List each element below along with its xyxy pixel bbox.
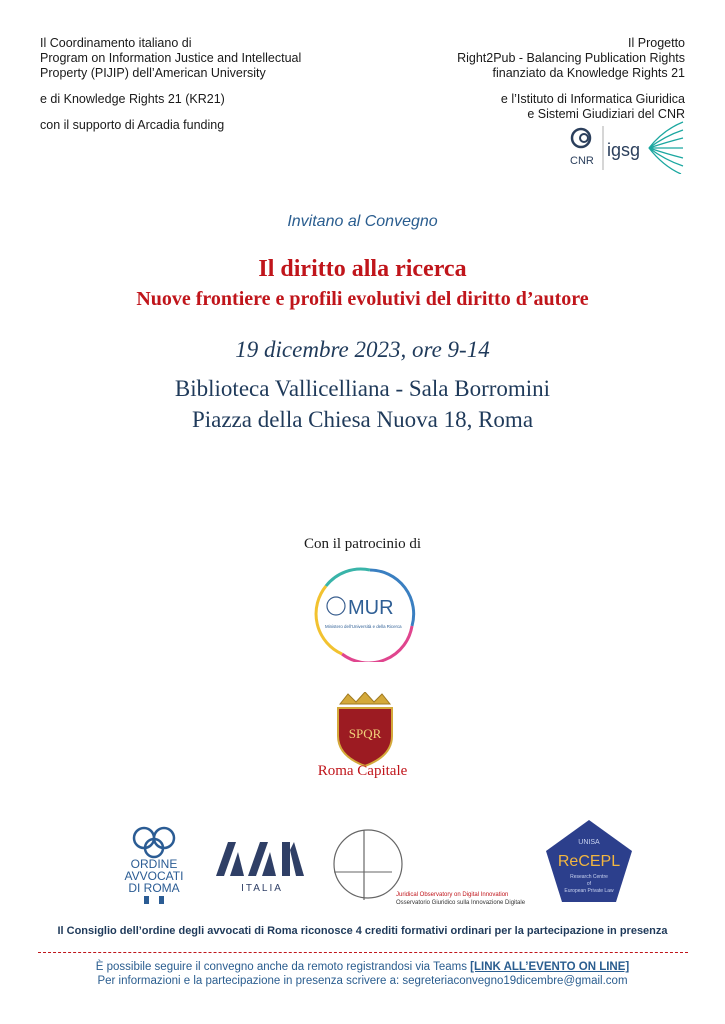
organizer-line: Right2Pub - Balancing Publication Rights <box>457 51 685 65</box>
oar-line: AVVOCATI <box>124 869 184 883</box>
jodi-logo <box>332 826 542 906</box>
knot-icon <box>134 828 174 857</box>
jodi-line: Juridical Observatory on Digital Innovation <box>396 892 509 898</box>
organizers-left <box>40 36 360 133</box>
remote-info-text: È possibile seguire il convegno anche da remoto registrandosi via Teams <box>95 961 471 973</box>
conference-subtitle: Nuove frontiere e profili evolutivi del diritto d’autore <box>136 288 589 310</box>
mur-caption: Ministero dell’Università e della Ricerca <box>325 624 402 629</box>
patronage-label: Con il patrocinio di <box>303 536 422 552</box>
recepl-top: UNISA <box>578 839 600 846</box>
venue-address: Piazza della Chiesa Nuova 18, Roma <box>191 407 534 432</box>
organizer-line: con il supporto di Arcadia funding <box>40 118 225 132</box>
aiai-italia-logo <box>212 836 308 896</box>
jodi-line: Osservatorio Giuridico sulla Innovazione Digitale <box>396 900 526 906</box>
invite-text: Invitano al Convegno <box>287 213 438 230</box>
remote-info <box>0 961 725 973</box>
recepl-sub: of <box>586 881 592 887</box>
roma-capitale-label: Roma Capitale <box>317 763 408 779</box>
igsg-network-icon <box>649 122 683 174</box>
organizer-line: e Sistemi Giudiziari del CNR <box>527 107 685 121</box>
organizer-line: Il Coordinamento italiano di <box>40 36 192 50</box>
recepl-name: ReCEPL <box>557 853 621 870</box>
recepl-logo <box>544 818 634 904</box>
conference-title: Il diritto alla ricerca <box>258 256 467 282</box>
emblem-icon <box>327 597 345 615</box>
online-event-link[interactable]: [LINK ALL’EVENTO ON LINE] <box>470 961 630 973</box>
organizer-line: Property (PIJIP) dell’American University <box>40 66 266 80</box>
aiai-sub: ITALIA <box>241 883 283 894</box>
conference-date: 19 dicembre 2023, ore 9-14 <box>235 337 490 362</box>
crown-icon <box>340 692 390 704</box>
ordine-avvocati-logo <box>108 822 200 906</box>
organizers-right <box>365 36 685 122</box>
organizer-line: finanziato da Knowledge Rights 21 <box>492 66 685 80</box>
organizer-line: Il Progetto <box>628 36 685 50</box>
recepl-sub: European Private Law <box>564 888 614 894</box>
igsg-text: igsg <box>607 140 641 160</box>
oar-line: DI ROMA <box>128 881 180 895</box>
aiai-mark-icon <box>216 842 304 876</box>
contact-info: Per informazioni e la partecipazione in presenza scrivere a: segreteriaconvegno19dicembre@gmail.com <box>97 975 628 987</box>
organizer-line: e di Knowledge Rights 21 (KR21) <box>40 92 225 106</box>
organizer-line: e l’Istituto di Informatica Giuridica <box>500 92 685 106</box>
mur-logo <box>312 566 424 662</box>
cnr-igsg-logo <box>567 120 685 174</box>
oar-line: ORDINE <box>130 857 178 871</box>
venue-name: Biblioteca Vallicelliana - Sala Borromini <box>174 376 551 401</box>
recepl-sub: Research Centre <box>570 874 608 880</box>
roma-capitale-crest <box>330 692 400 768</box>
mur-text: MUR <box>348 597 394 619</box>
dashed-divider <box>38 952 688 953</box>
spqr-text: SPQR <box>348 726 382 741</box>
organizer-line: Program on Information Justice and Intellectual <box>40 51 302 65</box>
cnr-text: CNR <box>570 155 594 167</box>
credits-note: Il Consiglio dell’ordine degli avvocati di Roma riconosce 4 crediti formativi ordinari per la partecipazione in presenza <box>57 925 668 937</box>
